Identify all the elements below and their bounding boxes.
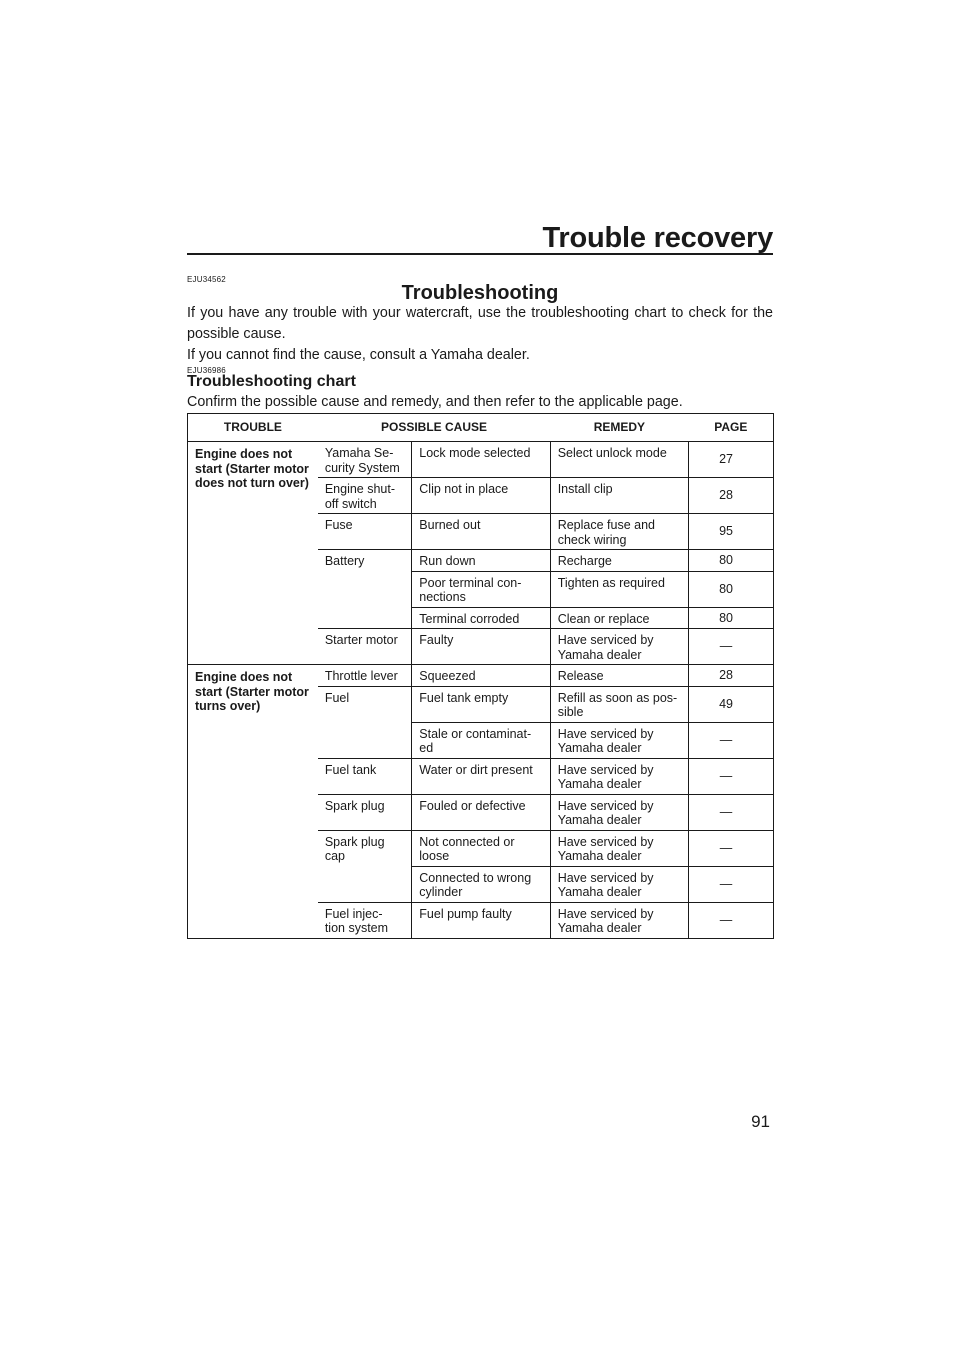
- page-cell: —: [689, 830, 774, 866]
- page-cell: 95: [689, 514, 774, 550]
- cause-cell: Not connected or loose: [412, 830, 550, 866]
- cause-cell: Fouled or defective: [412, 794, 550, 830]
- page-cell: —: [689, 866, 774, 902]
- cause-cell: Connected to wrong cylinder: [412, 866, 550, 902]
- page-cell: —: [689, 902, 774, 938]
- column-header-trouble: TROUBLE: [188, 414, 318, 442]
- component-cell: Starter motor: [318, 629, 412, 665]
- page-cell: 27: [689, 442, 774, 478]
- component-cell: Fuse: [318, 514, 412, 550]
- column-header-remedy: REMEDY: [550, 414, 688, 442]
- remedy-cell: Replace fuse and check wiring: [550, 514, 688, 550]
- table-header-row: [188, 414, 774, 442]
- trouble-cell: Engine does not start (Starter motor does not turn over): [195, 447, 309, 490]
- chart-code: EJU36986: [187, 366, 226, 375]
- page-cell: 28: [689, 478, 774, 514]
- page-cell: 80: [689, 571, 774, 607]
- component-cell: Throttle lever: [318, 665, 412, 687]
- component-cell: Battery: [318, 550, 412, 629]
- section-title: Troubleshooting: [401, 282, 559, 304]
- page-cell: 49: [689, 686, 774, 722]
- component-cell: Fuel: [318, 686, 412, 758]
- dealer-paragraph: If you cannot find the cause, consult a Yamaha dealer.: [187, 347, 530, 363]
- cause-cell: Clip not in place: [412, 478, 550, 514]
- section-code: EJU34562: [187, 275, 226, 284]
- cause-cell: Faulty: [412, 629, 550, 665]
- table-row: [188, 665, 774, 687]
- cause-cell: Fuel pump faulty: [412, 902, 550, 938]
- page-number: 91: [751, 1112, 770, 1131]
- component-cell: Yamaha Se- curity System: [324, 446, 400, 475]
- cause-cell: Water or dirt present: [412, 758, 550, 794]
- page-cell: —: [689, 758, 774, 794]
- table-body: [188, 442, 774, 939]
- cause-cell: Burned out: [412, 514, 550, 550]
- cause-cell: Fuel tank empty: [412, 686, 550, 722]
- trouble-cell: Engine does not start (Starter motor turns over): [188, 665, 318, 939]
- chart-title: Troubleshooting chart: [187, 373, 356, 390]
- page-cell: 80: [689, 550, 774, 572]
- remedy-cell: Have serviced by Yamaha dealer: [550, 629, 688, 665]
- component-cell: Fuel tank: [318, 758, 412, 794]
- cause-cell: Poor terminal con- nections: [412, 571, 550, 607]
- remedy-cell: Refill as soon as pos- sible: [550, 686, 688, 722]
- component-cell: Spark plug cap: [318, 830, 412, 902]
- cause-cell: Lock mode selected: [412, 442, 550, 478]
- page-cell: —: [689, 794, 774, 830]
- remedy-cell: Release: [550, 665, 688, 687]
- component-cell: Engine shut- off switch: [318, 478, 412, 514]
- remedy-cell: Install clip: [550, 478, 688, 514]
- cause-cell: Terminal corroded: [412, 607, 550, 629]
- remedy-cell: Have serviced by Yamaha dealer: [550, 722, 688, 758]
- remedy-cell: Recharge: [550, 550, 688, 572]
- component-cell: Fuel injec- tion system: [318, 902, 412, 938]
- remedy-cell: Clean or replace: [550, 607, 688, 629]
- remedy-cell: Have serviced by Yamaha dealer: [550, 830, 688, 866]
- column-header-cause: POSSIBLE CAUSE: [318, 414, 550, 442]
- page-cell: —: [689, 722, 774, 758]
- table-row: [188, 442, 774, 478]
- intro-paragraph: If you have any trouble with your watercraft, use the troubleshooting chart to check for the possible cause.: [187, 305, 773, 342]
- cause-cell: Squeezed: [412, 665, 550, 687]
- column-header-page: PAGE: [689, 414, 774, 442]
- chart-intro: Confirm the possible cause and remedy, and then refer to the applicable page.: [187, 394, 683, 410]
- troubleshooting-table: [187, 413, 774, 939]
- remedy-cell: Have serviced by Yamaha dealer: [550, 902, 688, 938]
- remedy-cell: Have serviced by Yamaha dealer: [550, 866, 688, 902]
- header-divider: [187, 253, 773, 255]
- page-cell: 28: [689, 665, 774, 687]
- page-cell: —: [689, 629, 774, 665]
- remedy-cell: Have serviced by Yamaha dealer: [550, 794, 688, 830]
- remedy-cell: Select unlock mode: [550, 442, 688, 478]
- cause-cell: Run down: [412, 550, 550, 572]
- cause-cell: Stale or contaminat- ed: [412, 722, 550, 758]
- page-cell: 80: [689, 607, 774, 629]
- remedy-cell: Have serviced by Yamaha dealer: [550, 758, 688, 794]
- remedy-cell: Tighten as required: [550, 571, 688, 607]
- component-cell: Spark plug: [318, 794, 412, 830]
- page-header-title: Trouble recovery: [542, 222, 773, 254]
